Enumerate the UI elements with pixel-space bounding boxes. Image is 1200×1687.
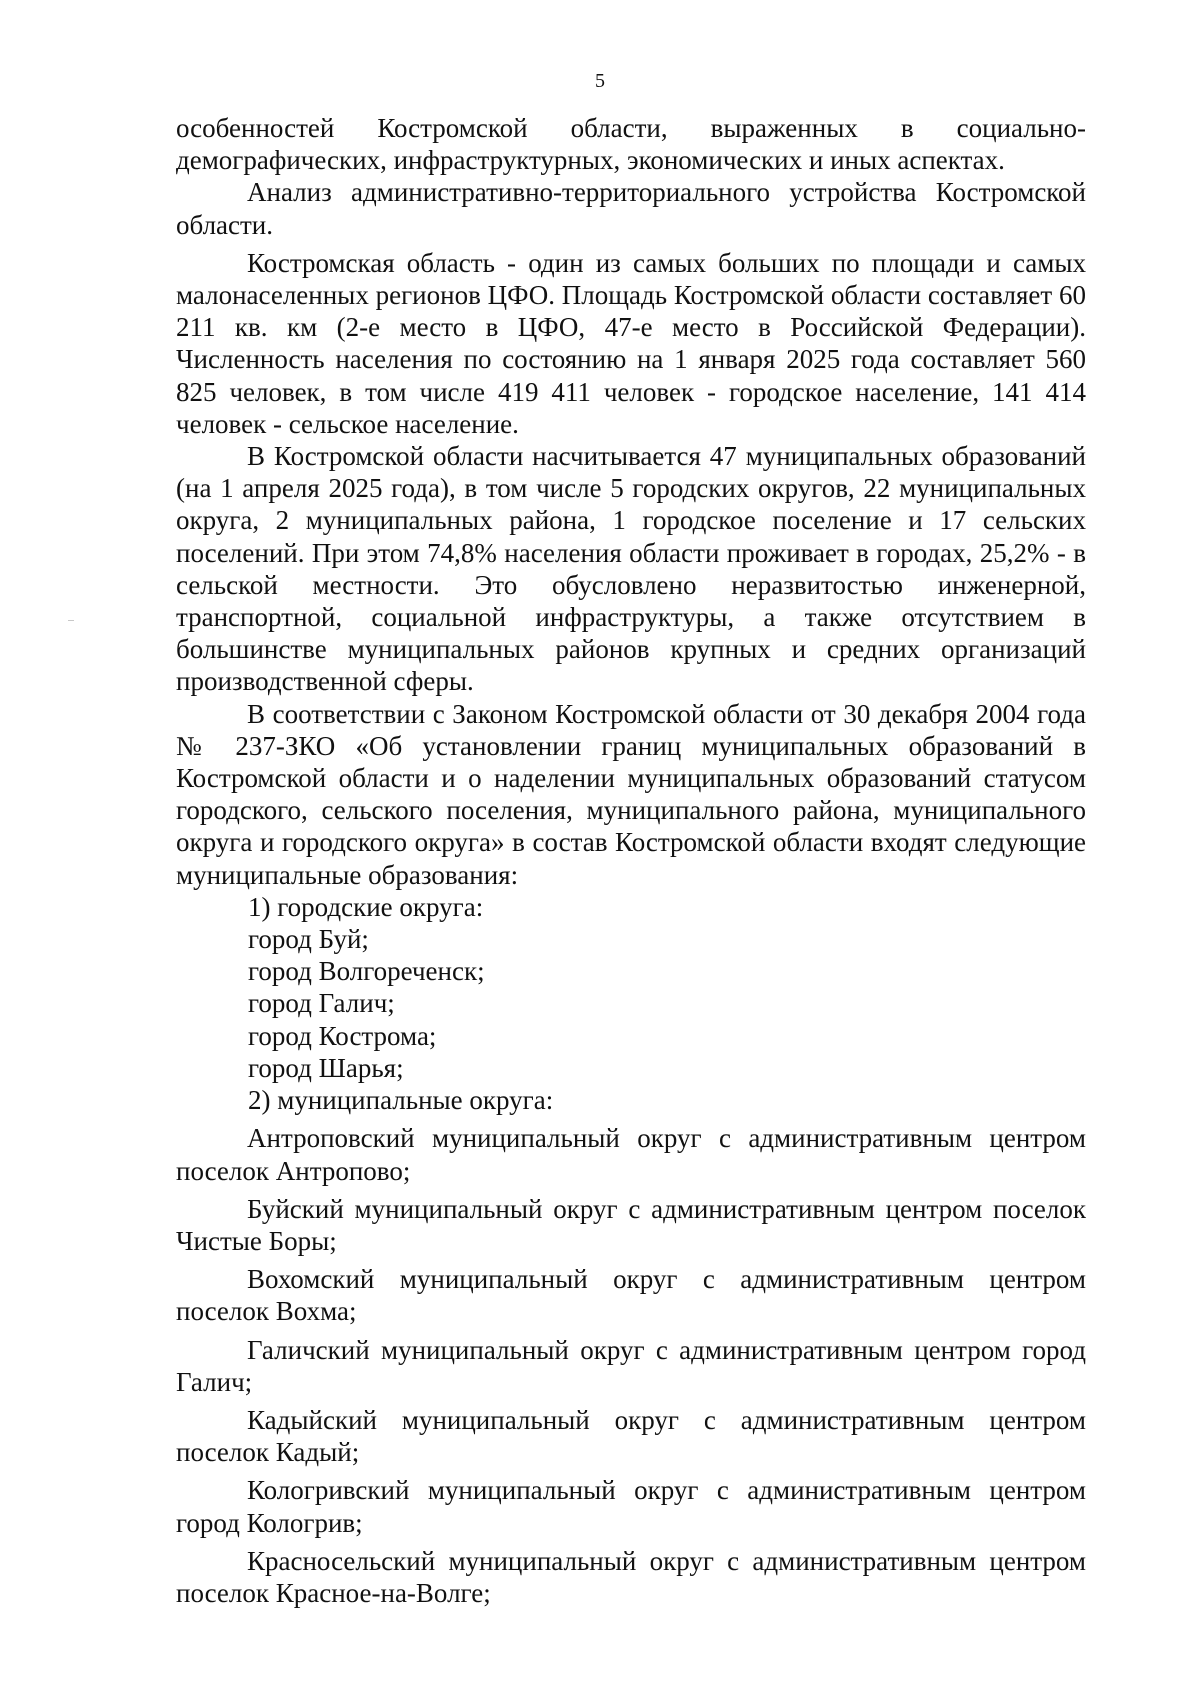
district-entry: Красносельский муниципальный округ с административным центром поселок Красное-на-Волге; xyxy=(176,1545,1086,1608)
district-entry: Кадыйский муниципальный округ с административным центром поселок Кадый; xyxy=(176,1404,1086,1468)
list-item: город Волгореченск; xyxy=(248,956,485,987)
district-entry: Буйский муниципальный округ с административным центром поселок Чистые Боры; xyxy=(176,1193,1086,1256)
district-entry: Галичский муниципальный округ с административным центром город Галич; xyxy=(176,1334,1086,1397)
paragraph-municipal-formations: В Костромской области насчитывается 47 муниципальных образований (на 1 апреля 2025 года), в том числе 5 городских округов, 22 муниципальных округа, 2 муниципальных района, 1 городское поселение и 17 сельских поселений. При этом 74,8% населения области проживает в городах, 25,2% - в сельской местности. Это обусловлено неразвитостью инженерной, транспортной, социальной инфраструктуры, а также отсутствием в большинстве муниципальных районов крупных и средних организаций производственной сферы. xyxy=(176,441,1086,697)
list-item: город Кострома; xyxy=(248,1020,437,1051)
list-heading-city-districts: 1) городские округа: xyxy=(248,891,484,922)
list-heading-municipal-districts: 2) муниципальные округа: xyxy=(248,1085,554,1116)
paragraph-law-reference: В соответствии с Законом Костромской области от 30 декабря 2004 года № 237-ЗКО «Об установлении границ муниципальных образований в Костромской области и о наделении муниципальных образований статусом городского, сельского поселения, муниципального района, муниципального округа и городского округа» в состав Костромской области входят следующие муниципальные образования: xyxy=(176,698,1086,890)
paragraph-continuation: особенностей Костромской области, выраженных в социально-демографических, инфраструктурных, экономических и иных аспектах. xyxy=(176,113,1086,176)
page-number: 5 xyxy=(595,70,605,92)
list-item: город Галич; xyxy=(248,988,395,1019)
list-item: город Буй; xyxy=(248,924,369,955)
paragraph-region-area-population: Костромская область - один из самых больших по площади и самых малонаселенных регионов ЦФО. Площадь Костромской области составляет 60 211 кв. км (2-е место в ЦФО, 47-е место в Российской Федерации). Численность населения по состоянию на 1 января 2025 года составляет 560 825 человек, в том числе 419 411 человек - городское население, 141 414 человек - сельское население. xyxy=(176,247,1086,439)
district-entry: Антроповский муниципальный округ с административным центром поселок Антропово; xyxy=(176,1123,1086,1186)
scan-mark xyxy=(68,620,74,621)
district-entry: Кологривский муниципальный округ с административным центром город Кологрив; xyxy=(176,1475,1086,1538)
list-item: город Шарья; xyxy=(248,1052,404,1083)
document-body xyxy=(176,112,1086,1609)
district-entry: Вохомский муниципальный округ с административным центром поселок Вохма; xyxy=(176,1264,1086,1327)
paragraph-analysis-heading: Анализ административно-территориального устройства Костромской области. xyxy=(176,177,1086,240)
